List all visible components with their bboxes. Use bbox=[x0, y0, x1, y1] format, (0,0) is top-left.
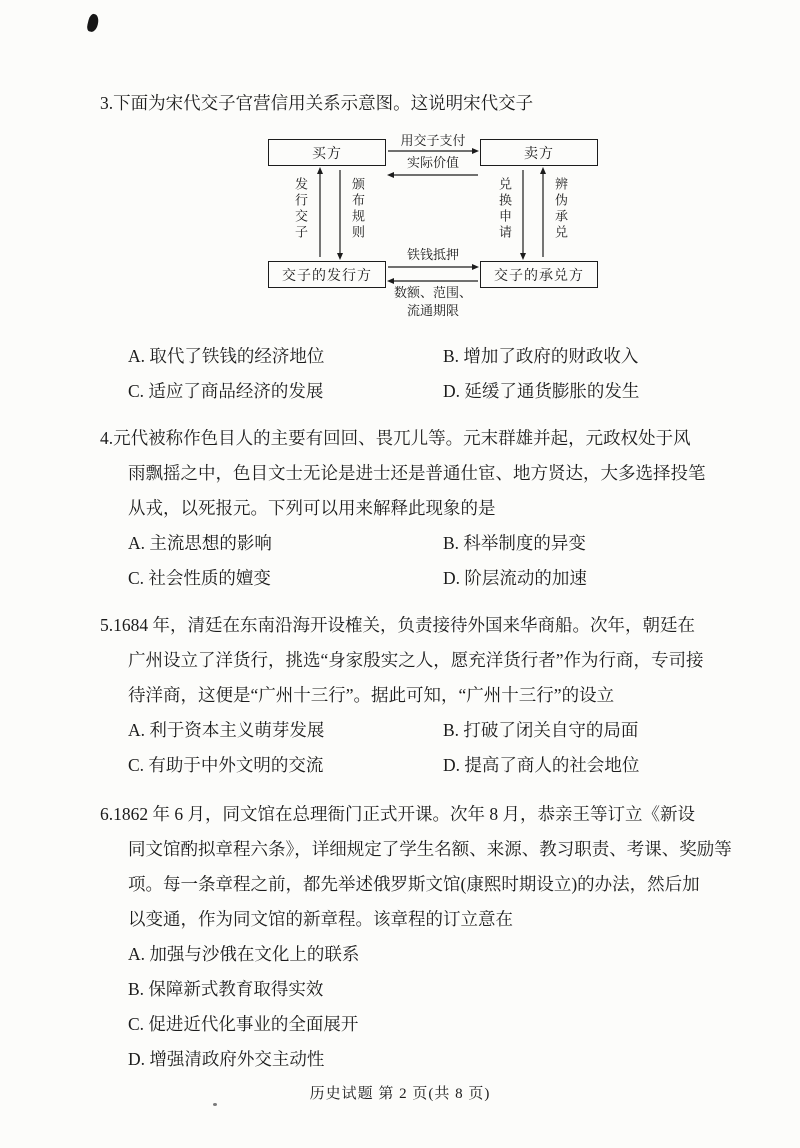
question-5 bbox=[100, 608, 732, 783]
question-text-line: 1862 年 6 月，同文馆在总理衙门正式开课。次年 8 月，恭亲王等订立《新设 bbox=[113, 804, 695, 824]
question-6-options bbox=[128, 937, 732, 1077]
question-6-stem bbox=[100, 797, 732, 832]
question-text-line: 雨飘摇之中，色目文士无论是进士还是普通仕宦、地方贤达，大多选择投笔 bbox=[128, 463, 706, 483]
exam-content bbox=[100, 86, 732, 1077]
option-a: A. 加强与沙俄在文化上的联系 bbox=[128, 944, 360, 964]
edge-label-issue-jiaozi: 发行交子 bbox=[293, 177, 308, 241]
node-jiaozi-acceptor: 交子的承兑方 bbox=[480, 261, 598, 288]
option-b: B. 增加了政府的财政收入 bbox=[443, 346, 639, 366]
option-d: D. 延缓了通货膨胀的发生 bbox=[443, 381, 640, 401]
edge-label-scope-line2: 流通期限 bbox=[406, 303, 459, 318]
option-d: D. 增强清政府外交主动性 bbox=[128, 1049, 325, 1069]
option-a: A. 取代了铁钱的经济地位 bbox=[128, 346, 325, 366]
page-footer: 历史试题 第 2 页(共 8 页) bbox=[309, 1086, 491, 1102]
edge-label-promulgate-rules: 颁布规则 bbox=[350, 177, 365, 241]
question-number: 6. bbox=[100, 804, 114, 824]
edge-label-pay-with-jiaozi: 用交子支付 bbox=[400, 133, 466, 148]
option-d: D. 提高了商人的社会地位 bbox=[443, 755, 640, 775]
question-5-options bbox=[128, 713, 732, 783]
question-4 bbox=[100, 421, 732, 596]
option-a: A. 主流思想的影响 bbox=[128, 533, 272, 553]
option-b: B. 科举制度的异变 bbox=[443, 533, 586, 553]
option-c: C. 适应了商品经济的发展 bbox=[128, 381, 324, 401]
option-c: C. 促进近代化事业的全面展开 bbox=[128, 1014, 359, 1034]
question-text-line: 1684 年，清廷在东南沿海开设榷关，负责接待外国来华商船。次年，朝廷在 bbox=[113, 615, 695, 635]
node-buyer: 买方 bbox=[268, 139, 386, 166]
option-b: B. 保障新式教育取得实效 bbox=[128, 979, 324, 999]
edge-label-iron-coin-pledge: 铁钱抵押 bbox=[406, 247, 459, 262]
option-a: A. 利于资本主义萌芽发展 bbox=[128, 720, 325, 740]
node-jiaozi-issuer: 交子的发行方 bbox=[268, 261, 386, 288]
question-3 bbox=[100, 86, 732, 409]
scan-artifact-bottom bbox=[213, 1103, 217, 1106]
scan-artifact-top-left bbox=[86, 13, 100, 33]
edge-label-verify-honor: 辨伪承兑 bbox=[553, 177, 568, 241]
option-d: D. 阶层流动的加速 bbox=[443, 568, 587, 588]
question-text-line: 广州设立了洋货行，挑选“身家殷实之人，愿充洋货行者”作为行商，专司接 bbox=[128, 650, 704, 670]
question-number: 4. bbox=[100, 428, 114, 448]
question-text-line: 元代被称作色目人的主要有回回、畏兀儿等。元末群雄并起，元政权处于风 bbox=[113, 428, 691, 448]
edge-label-actual-value: 实际价值 bbox=[406, 155, 459, 170]
question-number: 5. bbox=[100, 615, 114, 635]
question-3-stem bbox=[100, 86, 732, 121]
jiaozi-credit-diagram bbox=[265, 133, 610, 329]
question-text-line: 待洋商，这便是“广州十三行”。据此可知，“广州十三行”的设立 bbox=[128, 685, 615, 705]
question-5-stem bbox=[100, 608, 732, 643]
question-3-options bbox=[128, 339, 732, 409]
edge-label-exchange-request: 兑换申请 bbox=[497, 177, 512, 241]
question-text-line: 以变通，作为同文馆的新章程。该章程的订立意在 bbox=[128, 909, 513, 929]
question-text-line: 下面为宋代交子官营信用关系示意图。这说明宋代交子 bbox=[113, 93, 534, 113]
question-text-line: 项。每一条章程之前，都先举述俄罗斯文馆(康熙时期设立)的办法，然后加 bbox=[128, 874, 700, 894]
option-c: C. 社会性质的嬗变 bbox=[128, 568, 271, 588]
question-text-line: 从戎，以死报元。下列可以用来解释此现象的是 bbox=[128, 498, 496, 518]
node-seller: 卖方 bbox=[480, 139, 598, 166]
question-4-stem bbox=[100, 421, 732, 456]
option-b: B. 打破了闭关自守的局面 bbox=[443, 720, 639, 740]
question-text-line: 同文馆酌拟章程六条》，详细规定了学生名额、来源、教习职责、考课、奖励等 bbox=[128, 839, 732, 859]
option-c: C. 有助于中外文明的交流 bbox=[128, 755, 324, 775]
question-number: 3. bbox=[100, 93, 114, 113]
edge-label-scope-line1: 数额、范围、 bbox=[393, 285, 472, 300]
question-4-options bbox=[128, 526, 732, 596]
question-6 bbox=[100, 797, 732, 1077]
